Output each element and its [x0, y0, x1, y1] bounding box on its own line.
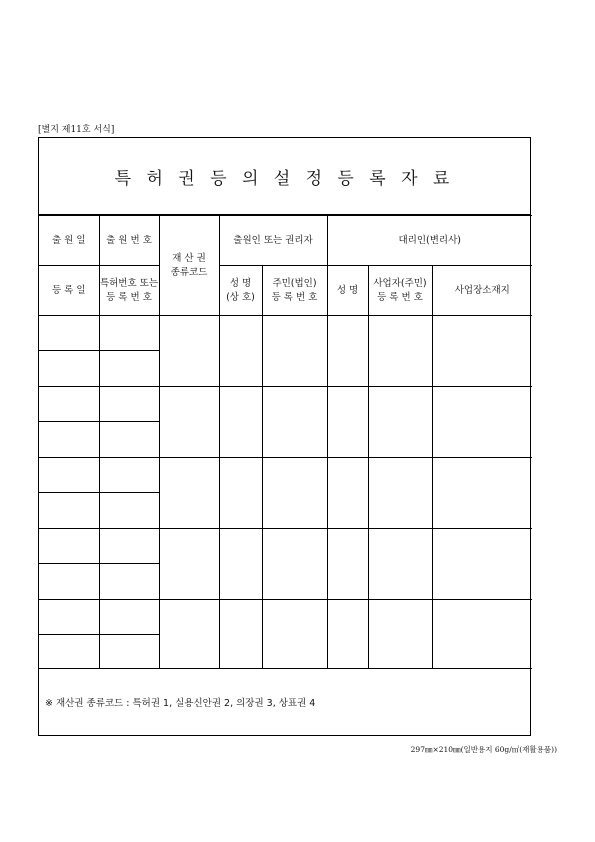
cell-application-date[interactable] — [39, 316, 99, 351]
header-property-code — [159, 216, 219, 316]
cell-property-code[interactable] — [159, 529, 219, 600]
cell-agent-name[interactable] — [327, 458, 368, 529]
form-number-label: [별지 제11호 서식] — [38, 125, 115, 135]
entry-row-2a — [39, 387, 532, 422]
property-code-note: ※ 재산권 종류코드 : 특허권 1, 실용신안권 2, 의장권 3, 상표권 4 — [45, 698, 316, 709]
header-application-number: 출 원 번 호 — [99, 216, 159, 266]
cell-patent-number[interactable] — [99, 351, 159, 387]
header-row-1 — [39, 216, 532, 266]
header-application-date: 출 원 일 — [39, 216, 99, 266]
cell-property-code[interactable] — [159, 458, 219, 529]
cell-name-trade[interactable] — [219, 600, 262, 669]
cell-agent-name[interactable] — [327, 600, 368, 669]
cell-application-date[interactable] — [39, 387, 99, 422]
property-code-note-box — [39, 669, 530, 735]
cell-agent-name[interactable] — [327, 316, 368, 387]
cell-registration-date[interactable] — [39, 564, 99, 600]
cell-resident-number[interactable] — [262, 600, 327, 669]
cell-patent-number[interactable] — [99, 422, 159, 458]
cell-application-date[interactable] — [39, 458, 99, 493]
header-patent-number — [99, 266, 159, 316]
cell-name-trade[interactable] — [219, 529, 262, 600]
header-business-number-line-1: 사업자(주민) — [373, 277, 427, 289]
entry-row-1a — [39, 316, 532, 351]
registration-form — [38, 137, 531, 736]
cell-business-number[interactable] — [368, 458, 432, 529]
paper-spec: 297㎜×210㎜(일반용지 60g/㎡(재활용품)) — [410, 745, 557, 754]
cell-name-trade[interactable] — [219, 316, 262, 387]
cell-application-number[interactable] — [99, 600, 159, 635]
cell-business-address[interactable] — [432, 387, 532, 458]
cell-application-number[interactable] — [99, 387, 159, 422]
header-row-2 — [39, 266, 532, 316]
header-business-number-line-2: 등 록 번 호 — [377, 291, 423, 303]
cell-business-number[interactable] — [368, 387, 432, 458]
registration-table — [39, 215, 532, 669]
cell-business-address[interactable] — [432, 529, 532, 600]
cell-patent-number[interactable] — [99, 564, 159, 600]
header-resident-number-line-2: 등 록 번 호 — [271, 291, 318, 303]
header-registration-date: 등 록 일 — [39, 266, 99, 316]
cell-registration-date[interactable] — [39, 351, 99, 387]
cell-name-trade[interactable] — [219, 458, 262, 529]
cell-resident-number[interactable] — [262, 529, 327, 600]
cell-business-address[interactable] — [432, 316, 532, 387]
header-patent-number-line-1: 특허번호 또는 — [99, 277, 159, 289]
cell-application-date[interactable] — [39, 529, 99, 564]
header-patent-number-line-2: 등 록 번 호 — [106, 291, 152, 303]
cell-property-code[interactable] — [159, 387, 219, 458]
header-resident-number — [262, 266, 327, 316]
header-applicant-owner: 출원인 또는 권리자 — [219, 216, 327, 266]
header-resident-number-line-1: 주민(법인) — [272, 277, 317, 289]
cell-application-number[interactable] — [99, 458, 159, 493]
form-title: 특 허 권 등 의 설 정 등 록 자 료 — [114, 168, 455, 189]
cell-patent-number[interactable] — [99, 635, 159, 669]
entry-row-4a — [39, 529, 532, 564]
title-box — [39, 138, 530, 215]
cell-application-date[interactable] — [39, 600, 99, 635]
header-business-address: 사업장소재지 — [432, 266, 532, 316]
header-business-number — [368, 266, 432, 316]
cell-registration-date[interactable] — [39, 422, 99, 458]
entry-row-3a — [39, 458, 532, 493]
cell-registration-date[interactable] — [39, 493, 99, 529]
cell-business-number[interactable] — [368, 316, 432, 387]
entry-row-5a — [39, 600, 532, 635]
cell-property-code[interactable] — [159, 316, 219, 387]
header-name-trade-line-2: (상 호) — [226, 291, 255, 303]
header-property-code-line-1: 재 산 권 — [172, 252, 206, 264]
header-agent: 대리인(변리사) — [327, 216, 532, 266]
cell-business-number[interactable] — [368, 529, 432, 600]
cell-name-trade[interactable] — [219, 387, 262, 458]
cell-agent-name[interactable] — [327, 529, 368, 600]
header-name-trade — [219, 266, 262, 316]
cell-resident-number[interactable] — [262, 458, 327, 529]
cell-application-number[interactable] — [99, 529, 159, 564]
header-property-code-line-2: 종류코드 — [170, 266, 208, 278]
cell-business-number[interactable] — [368, 600, 432, 669]
cell-application-number[interactable] — [99, 316, 159, 351]
cell-resident-number[interactable] — [262, 316, 327, 387]
cell-agent-name[interactable] — [327, 387, 368, 458]
cell-registration-date[interactable] — [39, 635, 99, 669]
cell-patent-number[interactable] — [99, 493, 159, 529]
cell-business-address[interactable] — [432, 458, 532, 529]
header-name-trade-line-1: 성 명 — [229, 277, 252, 289]
cell-resident-number[interactable] — [262, 387, 327, 458]
cell-property-code[interactable] — [159, 600, 219, 669]
header-agent-name: 성 명 — [327, 266, 368, 316]
cell-business-address[interactable] — [432, 600, 532, 669]
